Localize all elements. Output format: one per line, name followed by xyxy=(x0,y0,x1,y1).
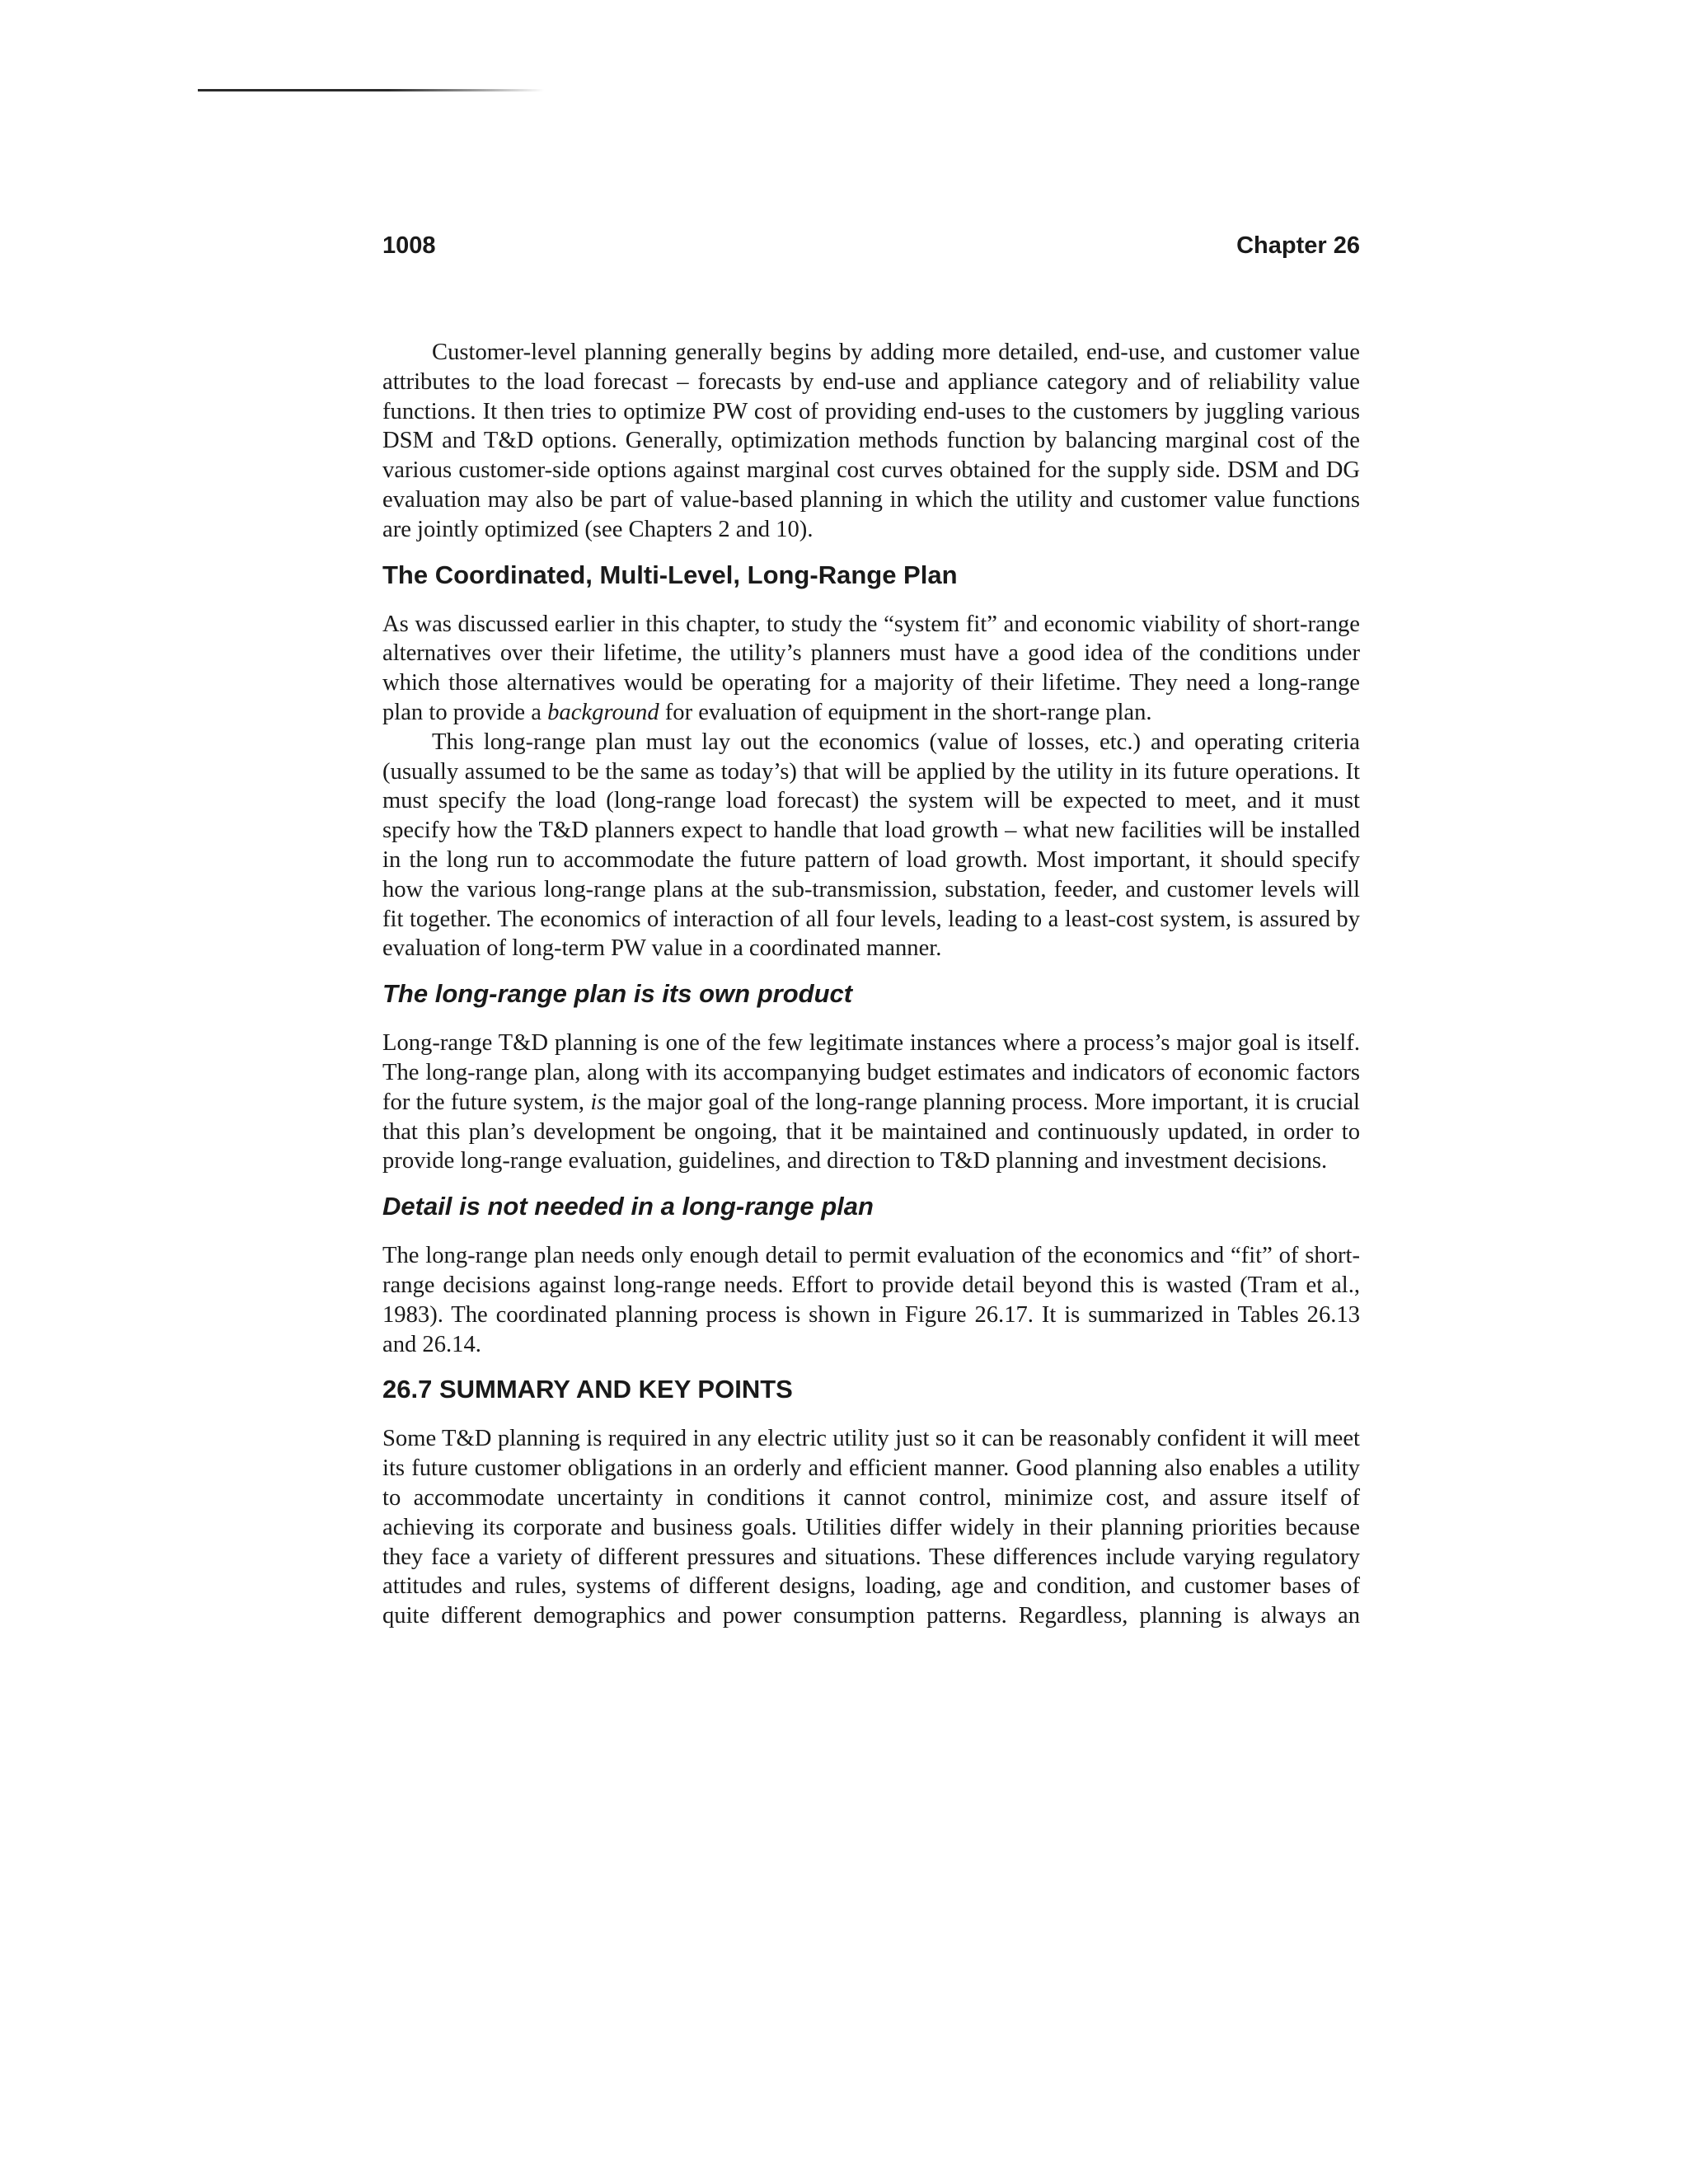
heading-own-product: The long-range plan is its own product xyxy=(382,979,853,1009)
paragraph-detail: The long-range plan needs only enough detail to permit evaluation of the economics and “fit” of short-range decisions against long-range needs. Effort to provide detail beyond this is wasted (Tram et al., 1983). The coordinated planning process is shown in Figure 26.17. It is summarized in Tables 26.13 and 26.14. xyxy=(382,1243,1360,1357)
page-number: 1008 xyxy=(382,232,436,259)
paragraph-system-fit-text-1: As was discussed earlier in this chapter, to study the “system fit” and economic viability of short-range alternatives over their lifetime, the utility’s planners must have a good idea of the conditions under which those alternatives would be operating for a majority of their lifetime. They need a long-range plan to provide a xyxy=(382,611,1360,725)
paragraph-customer-level: Customer-level planning generally begins by adding more detailed, end-use, and customer value attributes to the load forecast – forecasts by end-use and appliance category and of reliability value functions. It then tries to optimize PW cost of providing end-uses to the customers by juggling various DSM and T&D options. Generally, optimization methods function by balancing marginal cost of the various customer-side options against marginal cost curves obtained for the supply side. DSM and DG evaluation may also be part of value-based planning in which the utility and customer value functions are jointly optimized (see Chapters 2 and 10). xyxy=(382,340,1360,542)
scan-artifact-rule xyxy=(198,89,544,91)
paragraph-long-range-economics: This long-range plan must lay out the economics (value of losses, etc.) and operating criteria (usually assumed to be the same as today’s) that will be applied by the utility in its future operations. It must specify the load (long-range load forecast) the system will be expected to meet, and it must specify how the T&D planners expect to handle that load growth – what new facilities will be installed in the long run to accommodate the future pattern of load growth. Most important, it should specify how the various long-range plans at the sub-transmission, substation, feeder, and customer levels will fit together. The economics of interaction of all four levels, leading to a least-cost system, is assured by evaluation of long-term PW value in a coordinated manner. xyxy=(382,729,1360,962)
chapter-label: Chapter 26 xyxy=(1236,232,1360,259)
paragraph-own-product-text-2: the major goal of the long-range planning process. More important, it is crucial that this plan’s development be ongoing, that it be maintained and continuously updated, in order to provide long-range evaluation, guidelines, and direction to T&D planning and investment decisions. xyxy=(382,1089,1360,1174)
paragraph-own-product xyxy=(382,1029,1360,1176)
heading-detail-not-needed: Detail is not needed in a long-range plan xyxy=(382,1192,874,1221)
heading-summary-key-points: 26.7 SUMMARY AND KEY POINTS xyxy=(382,1375,793,1404)
running-header xyxy=(382,232,1360,279)
paragraph-summary: Some T&D planning is required in any electric utility just so it can be reasonably confident it will meet its future customer obligations in an orderly and efficient manner. Good planning also enables a utility to accommodate uncertainty in conditions it cannot control, minimize cost, and assure itself of achieving its corporate and business goals. Utilities differ widely in their planning priorities because they face a variety of different pressures and situations. These differences include varying regulatory attitudes and rules, systems of different designs, loading, age and condition, and customer bases of quite different demographics and power consumption patterns. Regardless, planning is always an xyxy=(382,1426,1360,1629)
paragraph-system-fit xyxy=(382,610,1360,728)
page-body xyxy=(382,338,1360,1631)
paragraph-system-fit-text-2: for evaluation of equipment in the short-range plan. xyxy=(659,699,1152,725)
paragraph-own-product-text-1: Long-range T&D planning is one of the few legitimate instances where a process’s major goal is itself. The long-range plan, along with its accompanying budget estimates and indicators of economic factors for the future system, xyxy=(382,1030,1360,1115)
emphasis-background: background xyxy=(547,699,659,725)
heading-coordinated-plan: The Coordinated, Multi-Level, Long-Range Plan xyxy=(382,560,958,589)
emphasis-is: is xyxy=(590,1089,607,1115)
book-page xyxy=(382,232,1360,1631)
